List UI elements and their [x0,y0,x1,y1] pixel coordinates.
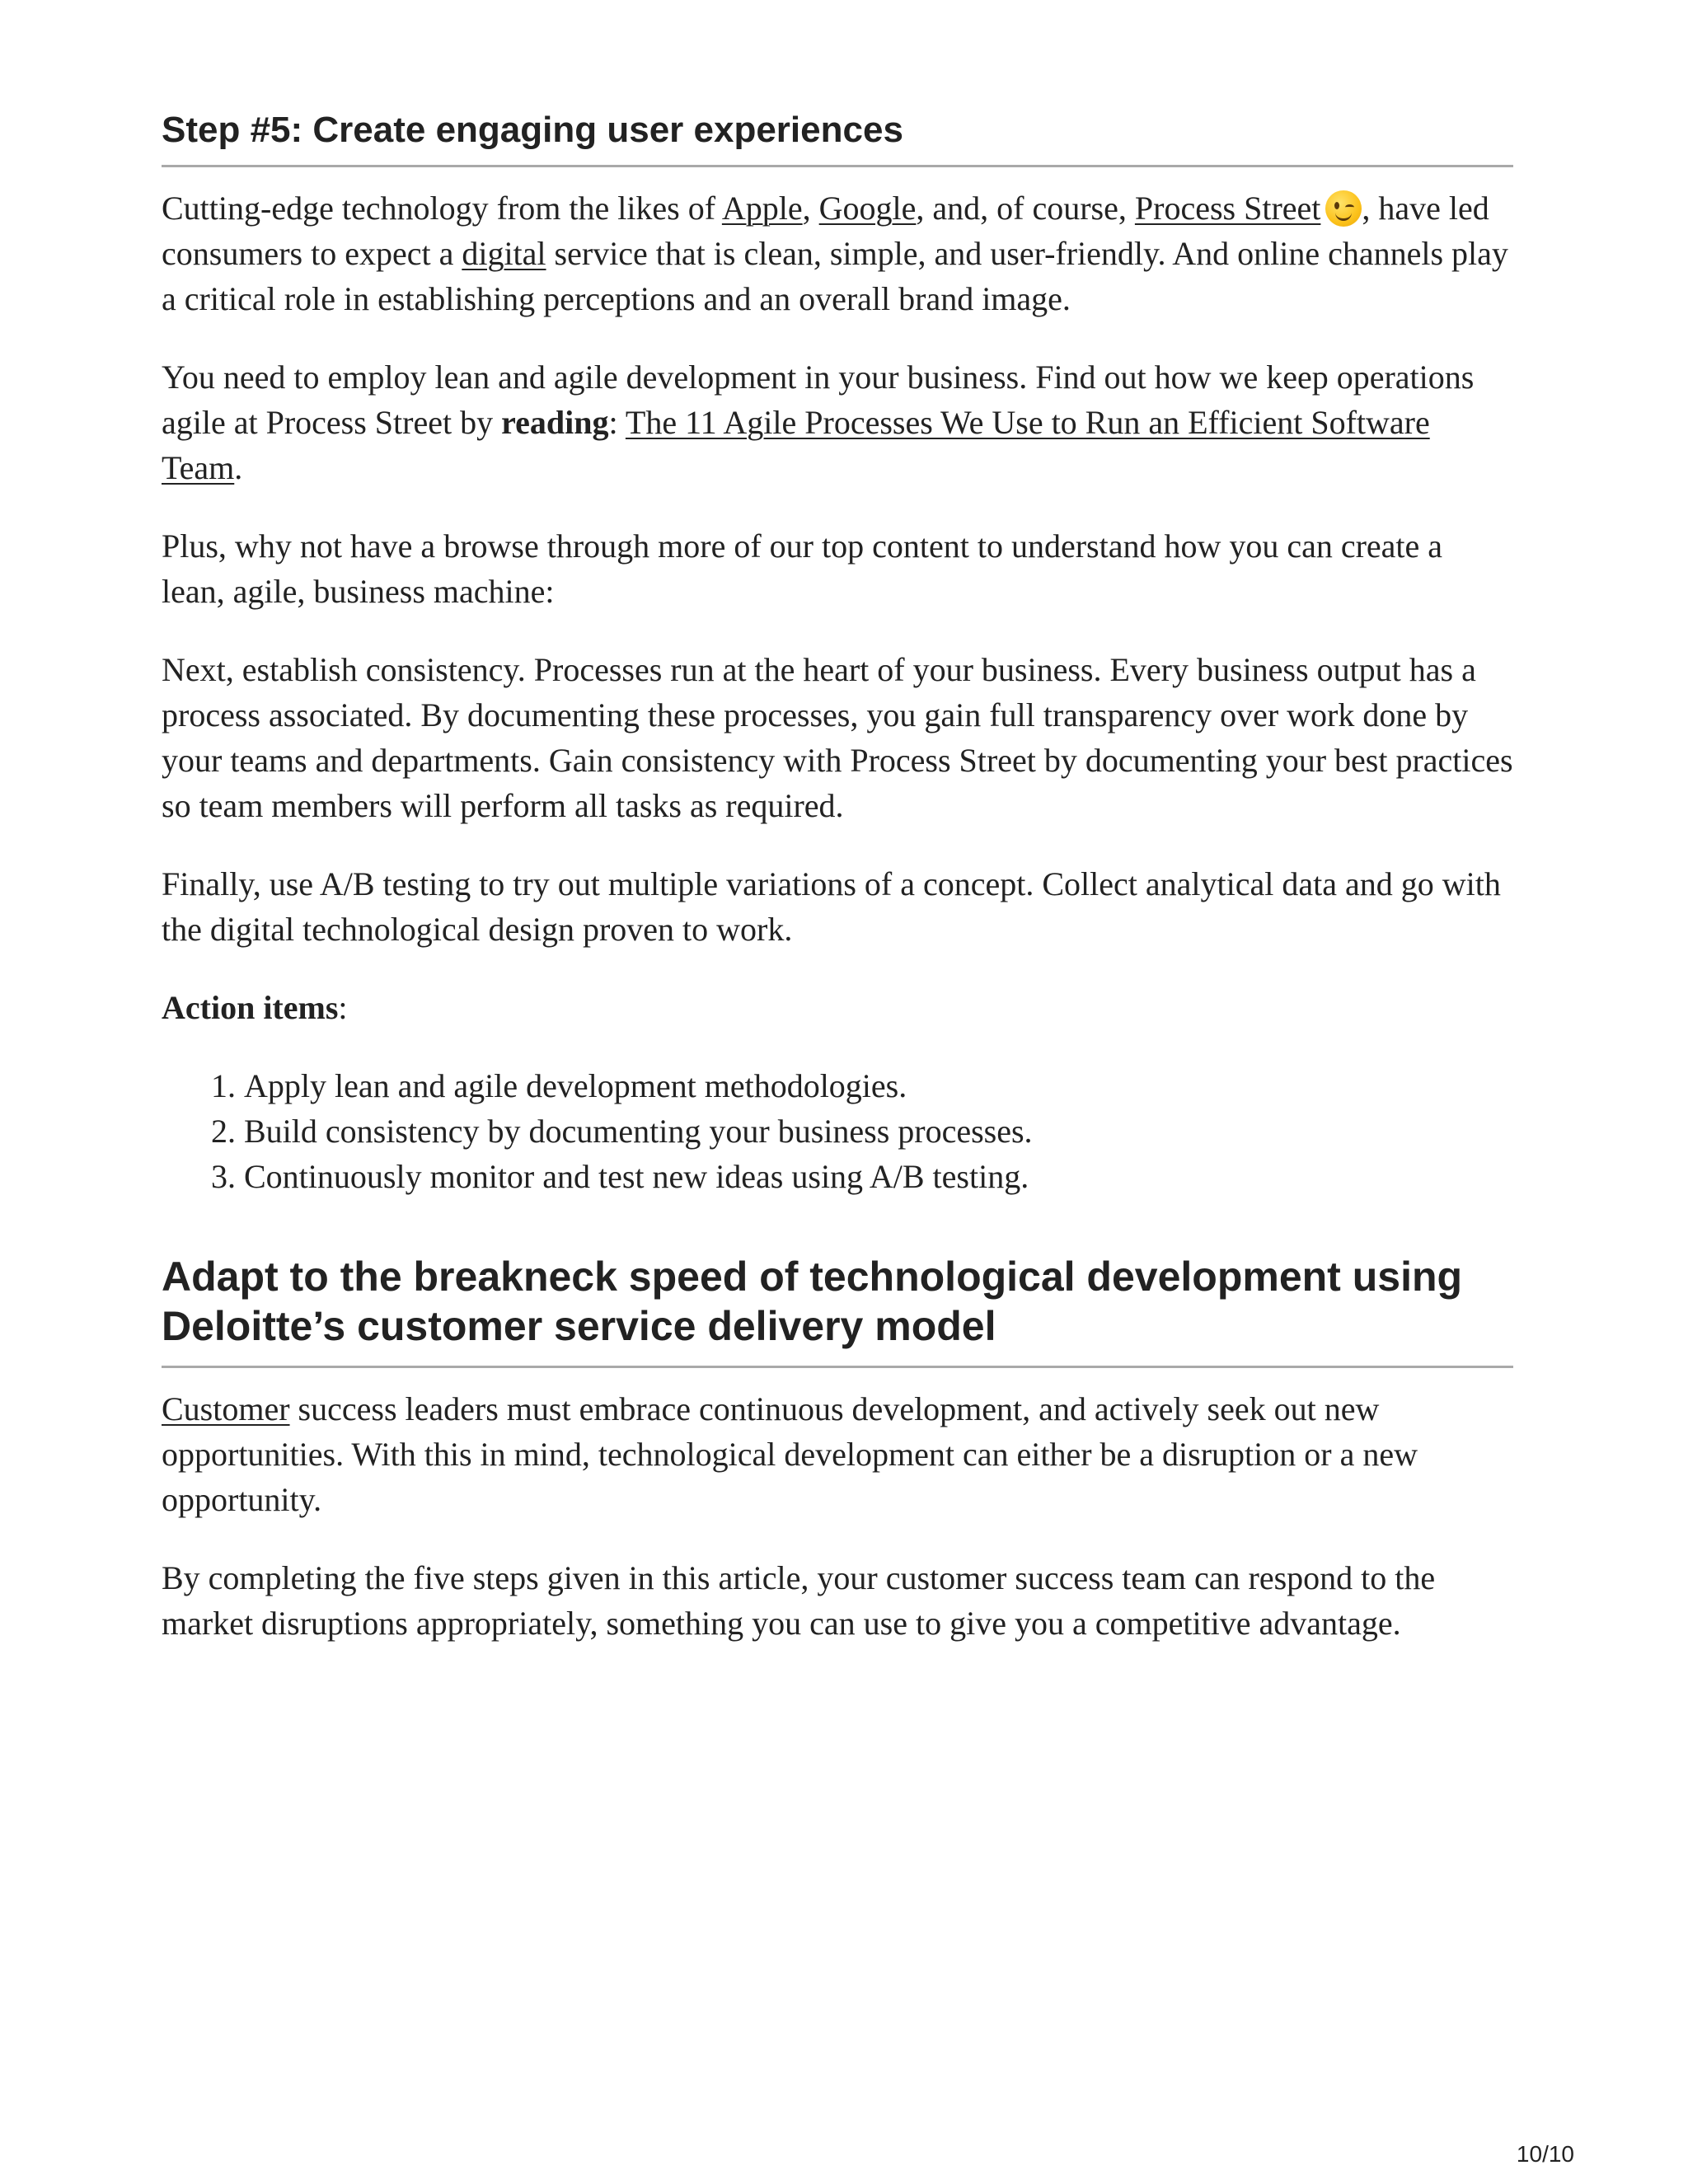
article-content [162,107,1513,1646]
link-agile-processes-article[interactable]: The 11 Agile Processes We Use to Run an Efficient Software Team [162,404,1430,486]
text: , and, of course, [916,190,1135,227]
text: . [234,449,243,486]
action-items-label [162,985,1513,1030]
section-heading-adapt: Adapt to the breakneck speed of technological development using Deloitte’s customer service delivery model [162,1252,1513,1368]
text: Cutting-edge technology from the likes of [162,190,722,227]
list-item: 1. Apply lean and agile development methodologies. [244,1063,1513,1108]
link-digital[interactable]: digital [462,235,546,272]
link-customer[interactable]: Customer [162,1390,290,1427]
text: You need to employ lean and agile development in your business. Find out how we keep operations agile at Process Street by [162,359,1475,441]
paragraph-customer-success [162,1386,1513,1522]
text: : [608,404,626,441]
link-process-street[interactable]: Process Street [1134,190,1321,227]
bold-reading: reading [501,404,609,441]
paragraph-cutting-edge [162,185,1513,321]
action-items-bold: Action items [162,989,339,1026]
winking-face-icon [1325,190,1362,227]
paragraph-browse-content: Plus, why not have a browse through more of our top content to understand how you can create a lean, agile, business machine: [162,527,1443,610]
link-google[interactable]: Google [818,190,917,227]
text: : [338,989,348,1026]
text: , have led consumers to expect a [162,190,1489,272]
link-apple[interactable]: Apple [721,190,803,227]
step-5-heading: Step #5: Create engaging user experiences [162,107,1513,167]
list-item: 2. Build consistency by documenting your business processes. [244,1108,1513,1154]
paragraph-lean-agile [162,354,1513,490]
page-number: 10/10 [1516,2141,1574,2167]
paragraph-five-steps: By completing the five steps given in this article, your customer success team can respond to the market disruptions appropriately, something you can use to give you a competitive advantage. [162,1559,1436,1642]
text: success leaders must embrace continuous development, and actively seek out new opportunities. With this in mind, technological development can either be a disruption or a new opportunity. [162,1390,1418,1518]
text: service that is clean, simple, and user-friendly. And online channels play a critical role in establishing perceptions and an overall brand image. [162,235,1508,317]
action-items-list [162,1063,1513,1199]
text: , [802,190,819,227]
paragraph-ab-testing: Finally, use A/B testing to try out multiple variations of a concept. Collect analytical data and go with the digital technological design proven to work. [162,865,1501,948]
paragraph-consistency: Next, establish consistency. Processes run at the heart of your business. Every business output has a process associated. By documenting these processes, you gain full transparency over work done by your teams and departments. Gain consistency with Process Street by documenting your best practices so team members will perform all tasks as required. [162,651,1513,824]
list-item: 3. Continuously monitor and test new ideas using A/B testing. [244,1154,1513,1199]
